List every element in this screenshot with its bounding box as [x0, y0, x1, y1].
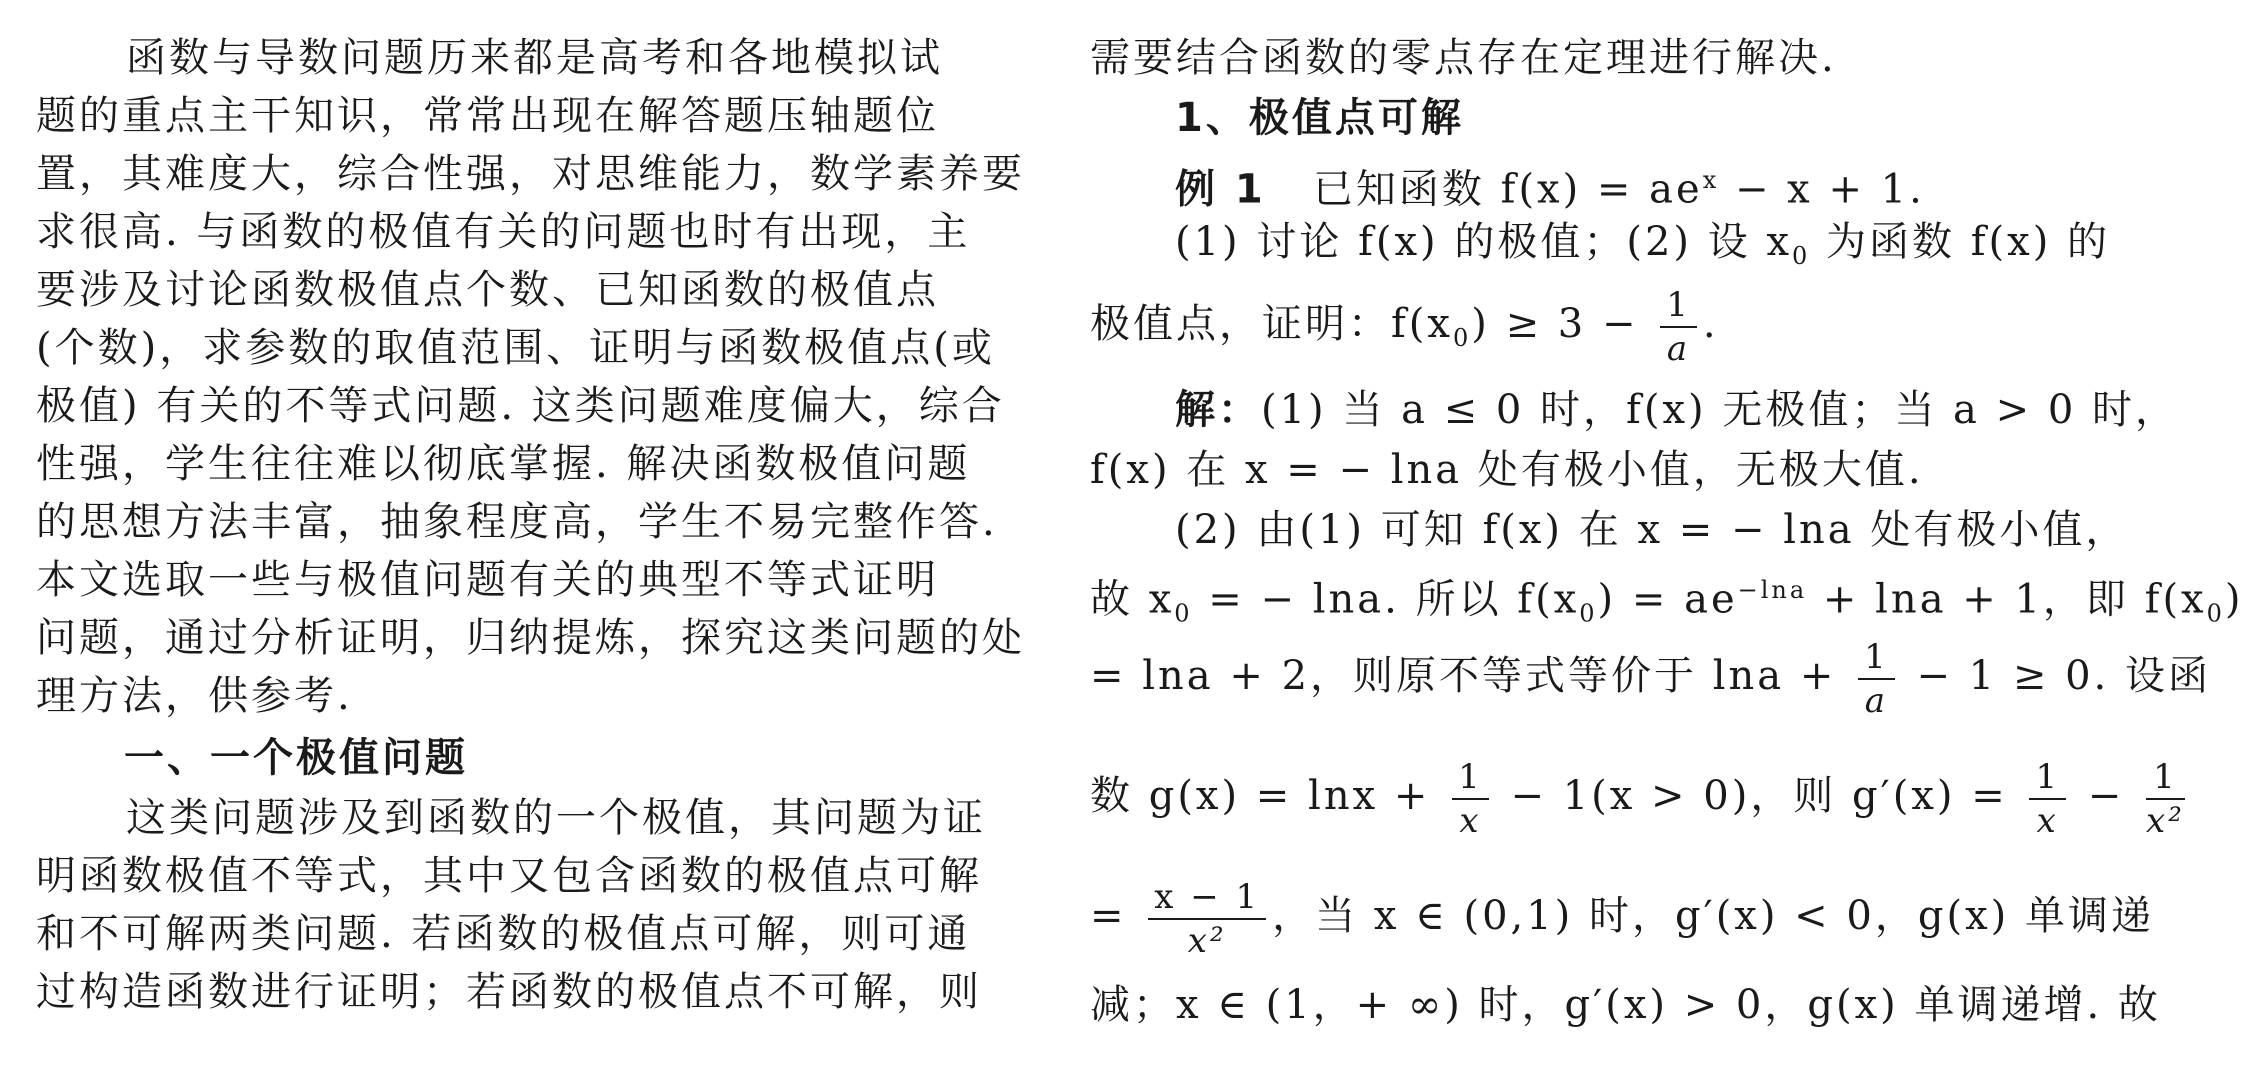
fraction: [1660, 285, 1697, 369]
question-text: ) ≥ 3 −: [1471, 301, 1639, 347]
solution-line: [1175, 380, 2178, 440]
solution-text: ) = ae: [1597, 576, 1738, 623]
solution-text: 数 g(x) = lnx +: [1090, 773, 1431, 819]
subscript: 0: [1174, 599, 1193, 628]
paragraph-line: 要涉及讨论函数极值点个数、已知函数的极值点: [36, 267, 939, 313]
paragraph-line: 理方法，供参考.: [36, 673, 353, 719]
paragraph-line: 性强，学生往往难以彻底掌握. 解决函数极值问题: [36, 441, 971, 487]
subscript: 0: [2206, 599, 2225, 628]
fraction-numerator: 1: [1660, 288, 1697, 328]
question-text: (1) 讨论 f(x) 的极值；(2) 设 x: [1175, 219, 1793, 265]
paragraph-line: 的思想方法丰富，抽象程度高，学生不易完整作答.: [36, 499, 998, 545]
subscript: 0: [1452, 324, 1472, 352]
section-heading: 一、一个极值问题: [124, 735, 468, 781]
paragraph-line: 本文选取一些与极值问题有关的典型不等式证明: [36, 557, 939, 603]
example-sup: x: [1702, 166, 1720, 194]
fraction-denominator: a: [1864, 681, 1889, 721]
fraction: [1858, 637, 1895, 721]
solution-text: + lna + 1，即 f(x: [1807, 576, 2207, 623]
solution-line: [1090, 560, 2244, 643]
fraction-numerator: x − 1: [1148, 880, 1266, 920]
paragraph-line: (个数)，求参数的取值范围、证明与函数极值点(或: [36, 325, 995, 371]
paragraph-line: 函数与导数问题历来都是高考和各地模拟试: [126, 35, 943, 81]
subscript: 0: [1579, 599, 1598, 628]
paragraph-line: 这类问题涉及到函数的一个极值，其问题为证: [126, 795, 986, 841]
fraction: [1148, 877, 1266, 961]
solution-text: 故 x: [1090, 576, 1175, 623]
fraction-denominator: x²: [1187, 921, 1227, 961]
subscript: 0: [1792, 242, 1811, 270]
paragraph-line: 需要结合函数的零点存在定理进行解决.: [1090, 35, 1837, 81]
question-text: 极值点，证明：f(x: [1090, 301, 1453, 347]
solution-line: [1090, 637, 2211, 721]
solution-text: = − lna. 所以 f(x: [1192, 576, 1580, 623]
question-text: 为函数 f(x) 的: [1810, 219, 2111, 265]
paragraph-line: 和不可解两类问题. 若函数的极值点可解，则可通: [36, 911, 971, 957]
fraction-denominator: x: [1459, 801, 1482, 841]
solution-text: −: [2087, 773, 2125, 819]
fraction-denominator: x: [2036, 801, 2059, 841]
solution-line: [1090, 757, 2191, 841]
solution-text: − 1 ≥ 0. 设函: [1916, 653, 2211, 699]
solution-label: 解：: [1175, 387, 1261, 433]
paragraph-line: 求很高. 与函数的极值有关的问题也时有出现，主: [36, 209, 971, 255]
example-line: [1175, 150, 1925, 219]
solution-line: (2) 由(1) 可知 f(x) 在 x = − lna 处有极小值，: [1175, 507, 2129, 553]
fraction-numerator: 1: [2029, 760, 2066, 800]
solution-text: = lna + 2，则原不等式等价于 lna +: [1090, 653, 1837, 699]
solution-text: ，当 x ∈ (0,1) 时，g′(x) < 0，g(x) 单调递: [1272, 893, 2154, 939]
fraction-numerator: 1: [2146, 760, 2185, 800]
paragraph-line: 明函数极值不等式，其中又包含函数的极值点可解: [36, 853, 982, 899]
example-text: 已知函数 f(x) = ae: [1312, 166, 1703, 213]
subsection-heading: 1、极值点可解: [1175, 95, 1464, 141]
fraction: [1452, 757, 1489, 841]
paragraph-line: 极值) 有关的不等式问题. 这类问题难度偏大，综合: [36, 383, 1005, 429]
superscript: −lna: [1737, 576, 1808, 604]
paragraph-line: 置，其难度大，综合性强，对思维能力，数学素养要: [36, 151, 1025, 197]
solution-line: [1090, 877, 2154, 961]
solution-text: (1) 当 a ≤ 0 时，f(x) 无极值；当 a > 0 时，: [1261, 387, 2179, 433]
solution-text: =: [1090, 893, 1127, 939]
question-line: [1175, 212, 2110, 286]
fraction: [2029, 757, 2066, 841]
fraction-denominator: a: [1666, 329, 1691, 369]
question-text: .: [1702, 301, 1719, 347]
fraction-numerator: 1: [1858, 640, 1895, 680]
example-label: 例 1: [1175, 166, 1266, 213]
solution-line: 减；x ∈ (1，+ ∞) 时，g′(x) > 0，g(x) 单调递增. 故: [1090, 982, 2161, 1028]
solution-text: − 1(x > 0)，则 g′(x) =: [1510, 773, 2008, 819]
paragraph-line: 过构造函数进行证明；若函数的极值点不可解，则: [36, 969, 982, 1015]
fraction-denominator: x²: [2146, 801, 2185, 841]
question-line: [1090, 285, 1719, 369]
paragraph-line: 问题，通过分析证明，归纳提炼，探究这类问题的处: [36, 615, 1025, 661]
solution-text: ): [2224, 576, 2244, 623]
fraction: [2146, 757, 2185, 841]
solution-line: f(x) 在 x = − lna 处有极小值，无极大值.: [1090, 447, 1924, 493]
example-tail: − x + 1.: [1719, 166, 1925, 213]
paragraph-line: 题的重点主干知识，常常出现在解答题压轴题位: [36, 93, 939, 139]
fraction-numerator: 1: [1452, 760, 1489, 800]
